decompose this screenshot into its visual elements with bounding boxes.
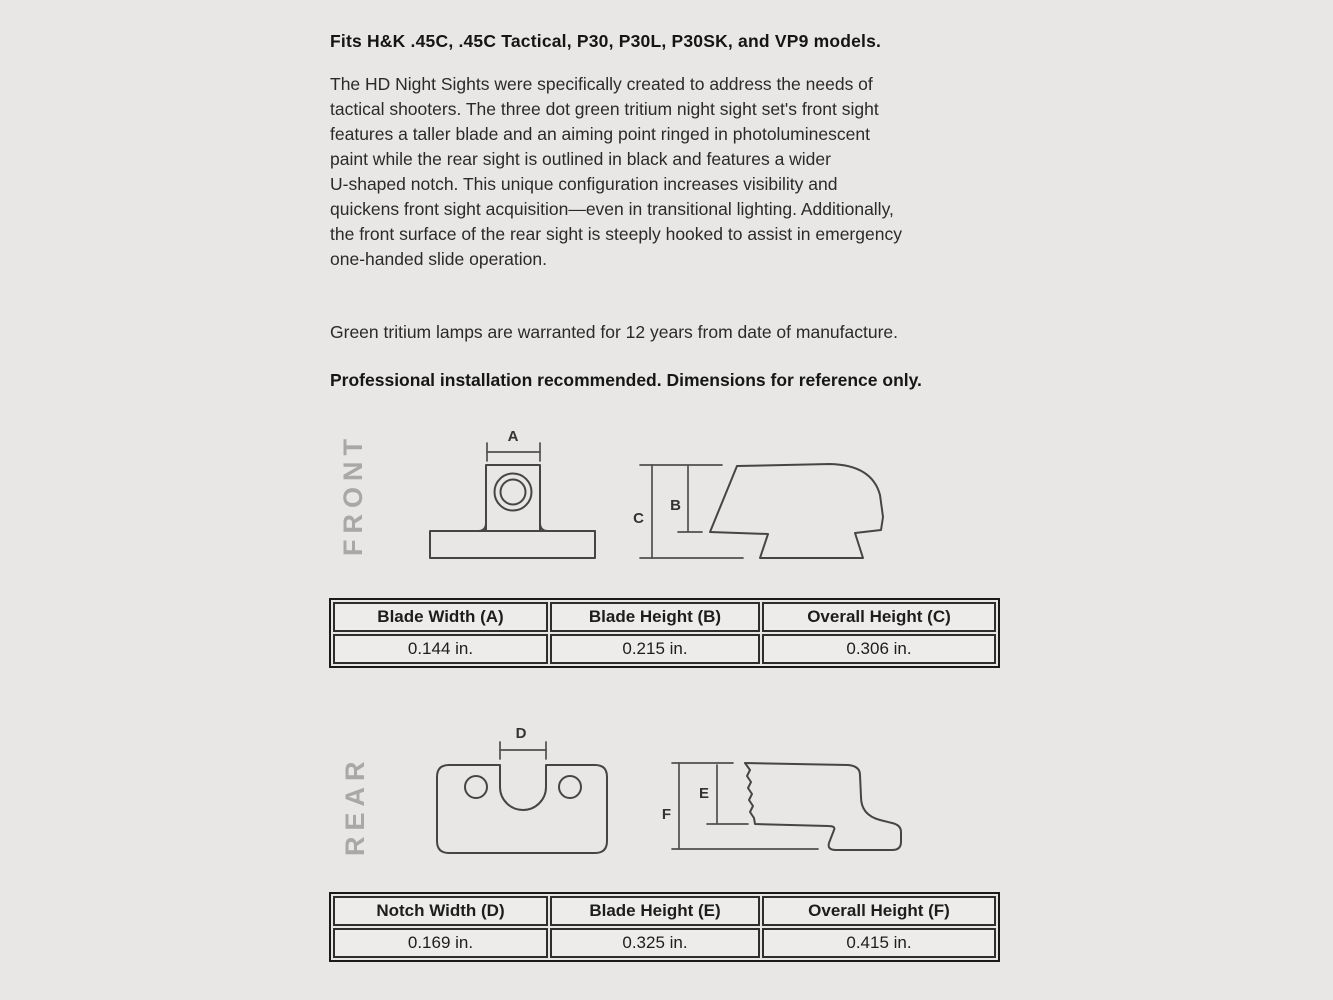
dimension-f-line: [672, 763, 818, 849]
rear-table-header-row: [333, 896, 996, 926]
rear-table-header: Overall Height (F): [762, 896, 996, 926]
dimension-b-label: B: [670, 497, 681, 514]
dimension-d-label: D: [515, 725, 527, 742]
front-table-value: 0.306 in.: [762, 634, 996, 664]
rear-lamp-right-icon: [559, 776, 581, 798]
dimension-a-label: A: [507, 428, 519, 445]
rear-table-value-row: [333, 928, 996, 958]
rear-sight-side-view: [745, 763, 901, 850]
dimension-c-label: C: [633, 510, 644, 527]
rear-table-header: Notch Width (D): [333, 896, 548, 926]
front-table-header: Blade Height (B): [550, 602, 760, 632]
front-dimensions-table: [329, 598, 1000, 668]
dimension-c-line: [640, 465, 743, 558]
front-table-header-row: [333, 602, 996, 632]
dimension-e-line: [707, 765, 748, 824]
front-table-value: 0.144 in.: [333, 634, 548, 664]
front-table-value-row: [333, 634, 996, 664]
front-lamp-icon: [501, 480, 526, 505]
front-sight-side-view: [710, 464, 883, 558]
rear-table-header: Blade Height (E): [550, 896, 760, 926]
fits-models-heading: Fits H&K .45C, .45C Tactical, P30, P30L, P30SK, and VP9 models.: [330, 31, 882, 51]
front-sight-diagram: [330, 413, 910, 563]
dimension-a-line: [487, 443, 540, 461]
rear-lamp-left-icon: [465, 776, 487, 798]
rear-dimensions-table: [329, 892, 1000, 962]
rear-sight-front-view: [437, 765, 607, 853]
description-paragraph: The HD Night Sights were specifically created to address the needs of tactical shooters. The three dot green tritium night sight set's front sight features a taller blade and an aiming point ringed in photoluminescent paint while the rear sight is outlined in black and features a wider U-shaped notch. This unique configuration increases visibility and quickens front sight acquisition—even in transitional lighting. Additionally, the front surface of the rear sight is steeply hooked to assist in emergency one-handed slide operation.: [330, 74, 902, 269]
rear-sight-diagram: [330, 718, 910, 863]
front-sight-front-view: [430, 465, 595, 558]
front-section-label: FRONT: [338, 433, 368, 557]
rear-table-value: 0.415 in.: [762, 928, 996, 958]
dimension-b-line: [678, 466, 702, 532]
dimension-f-label: F: [661, 806, 671, 823]
installation-note: Professional installation recommended. Dimensions for reference only.: [330, 370, 922, 390]
rear-section-label: REAR: [340, 755, 370, 857]
front-table-header: Blade Width (A): [333, 602, 548, 632]
dimension-d-line: [500, 742, 546, 759]
warranty-note: Green tritium lamps are warranted for 12 years from date of manufacture.: [330, 322, 899, 342]
front-table-value: 0.215 in.: [550, 634, 760, 664]
rear-table-value: 0.325 in.: [550, 928, 760, 958]
front-table-header: Overall Height (C): [762, 602, 996, 632]
rear-table-value: 0.169 in.: [333, 928, 548, 958]
dimension-e-label: E: [698, 785, 709, 802]
